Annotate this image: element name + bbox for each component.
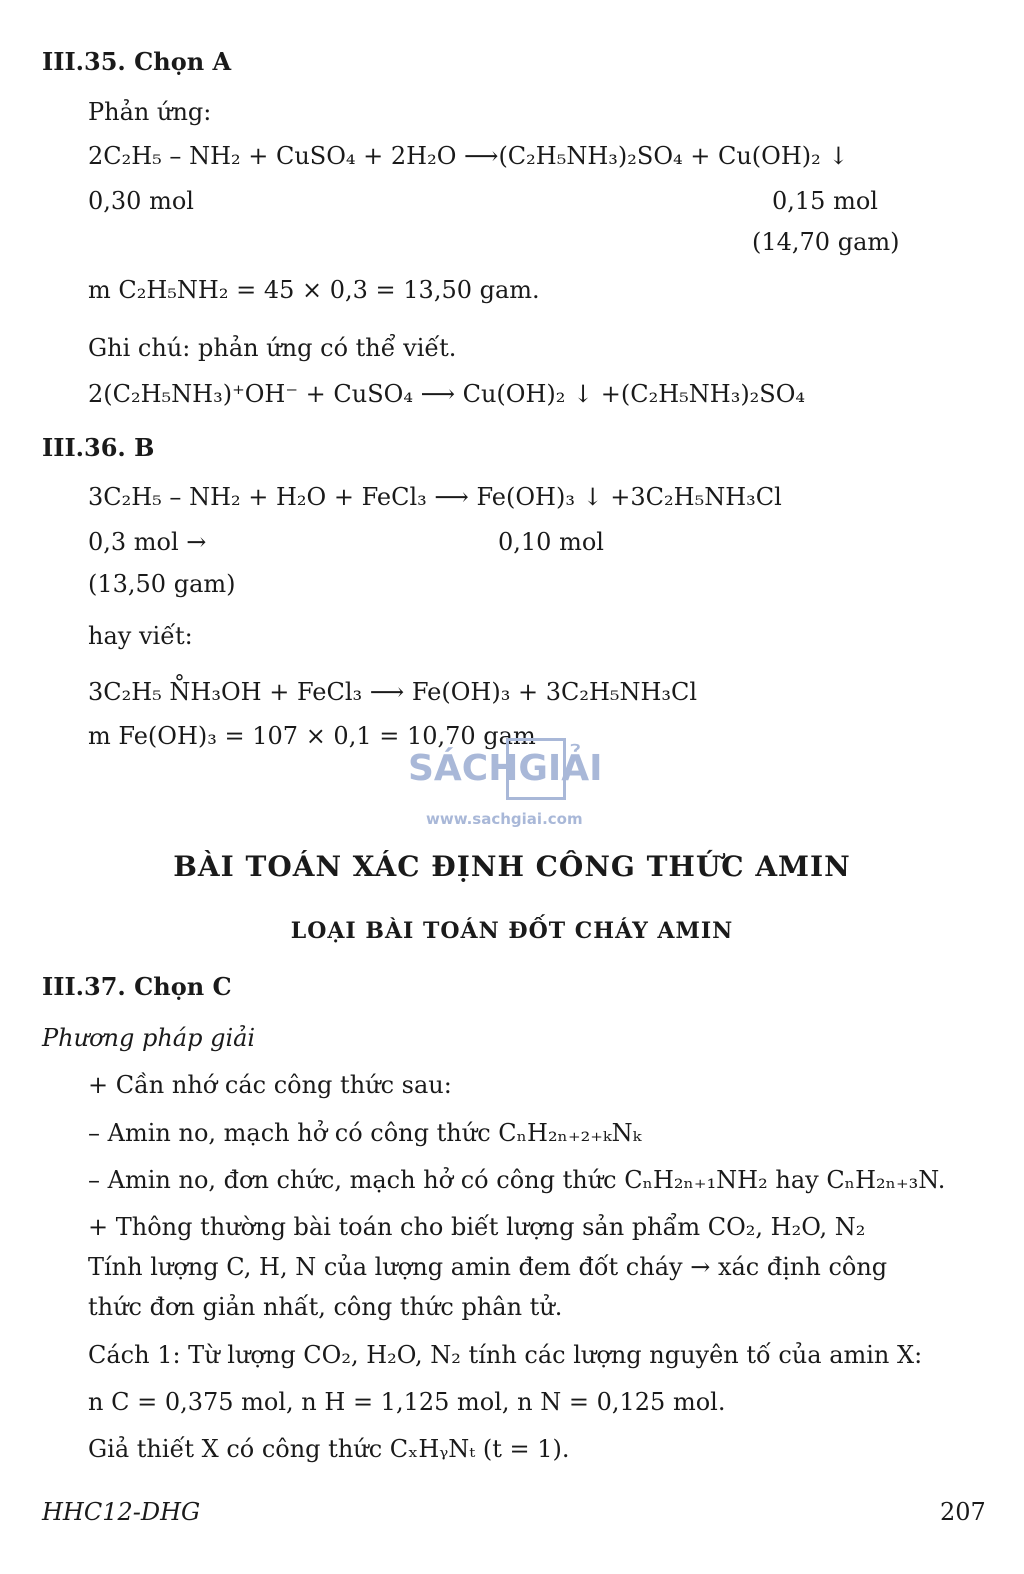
- text-line: Giả thiết X có công thức CₓHᵧNₜ (t = 1).: [88, 1435, 570, 1463]
- equation-line: 2C₂H₅ – NH₂ + CuSO₄ + 2H₂O ⟶(C₂H₅NH₃)₂SO₄ + Cu(OH)₂ ↓: [88, 142, 849, 170]
- text-line: Cách 1: Từ lượng CO₂, H₂O, N₂ tính các lượng nguyên tố của amin X:: [88, 1341, 923, 1369]
- section-title: BÀI TOÁN XÁC ĐỊNH CÔNG THỨC AMIN: [173, 850, 851, 883]
- watermark-brand: SÁCHGIẢI: [408, 748, 603, 789]
- text-line: thức đơn giản nhất, công thức phân tử.: [88, 1293, 563, 1321]
- problem-heading-III35: III.35. Chọn A: [42, 47, 232, 76]
- equation-line: 3C₂H₅ N̊H₃OH + FeCl₃ ⟶ Fe(OH)₃ + 3C₂H₅NH₃Cl: [88, 678, 698, 706]
- amount-line: 0,3 mol →: [88, 528, 207, 556]
- problem-heading-III36: III.36. B: [42, 433, 155, 462]
- equation-line: 2(C₂H₅NH₃)⁺OH⁻ + CuSO₄ ⟶ Cu(OH)₂ ↓ +(C₂H₅NH₃)₂SO₄: [88, 380, 806, 408]
- subsection-title: LOẠI BÀI TOÁN ĐỐT CHÁY AMIN: [290, 918, 734, 944]
- amount-line: 0,15 mol: [772, 187, 878, 215]
- text-line: Phản ứng:: [88, 98, 212, 126]
- problem-heading-III37: III.37. Chọn C: [42, 972, 232, 1001]
- amount-line: 0,30 mol: [88, 187, 194, 215]
- text-line: – Amin no, đơn chức, mạch hở có công thức CₙH₂ₙ₊₁NH₂ hay CₙH₂ₙ₊₃N.: [88, 1166, 946, 1194]
- text-line: n C = 0,375 mol, n H = 1,125 mol, n N = 0,125 mol.: [88, 1388, 726, 1416]
- equation-line: 3C₂H₅ – NH₂ + H₂O + FeCl₃ ⟶ Fe(OH)₃ ↓ +3C₂H₅NH₃Cl: [88, 483, 782, 511]
- amount-line: (14,70 gam): [752, 228, 900, 256]
- text-line: + Thông thường bài toán cho biết lượng sản phẩm CO₂, H₂O, N₂: [88, 1213, 866, 1241]
- footer-code: HHC12-DHG: [42, 1498, 201, 1526]
- text-line: hay viết:: [88, 622, 193, 650]
- text-line: – Amin no, mạch hở có công thức CₙH₂ₙ₊₂₊ₖNₖ: [88, 1119, 642, 1147]
- watermark: [408, 738, 618, 828]
- equation-line: m C₂H₅NH₂ = 45 × 0,3 = 13,50 gam.: [88, 276, 540, 304]
- amount-line: (13,50 gam): [88, 570, 236, 598]
- text-line: Tính lượng C, H, N của lượng amin đem đốt cháy → xác định công: [88, 1253, 888, 1281]
- text-line: Ghi chú: phản ứng có thể viết.: [88, 334, 457, 362]
- watermark-url: www.sachgiai.com: [426, 810, 583, 828]
- method-heading: Phương pháp giải: [42, 1024, 256, 1052]
- amount-line: 0,10 mol: [498, 528, 604, 556]
- text-line: + Cần nhớ các công thức sau:: [88, 1071, 452, 1099]
- page-number: 207: [940, 1498, 986, 1526]
- equation-line: m Fe(OH)₃ = 107 × 0,1 = 10,70 gam: [88, 722, 536, 750]
